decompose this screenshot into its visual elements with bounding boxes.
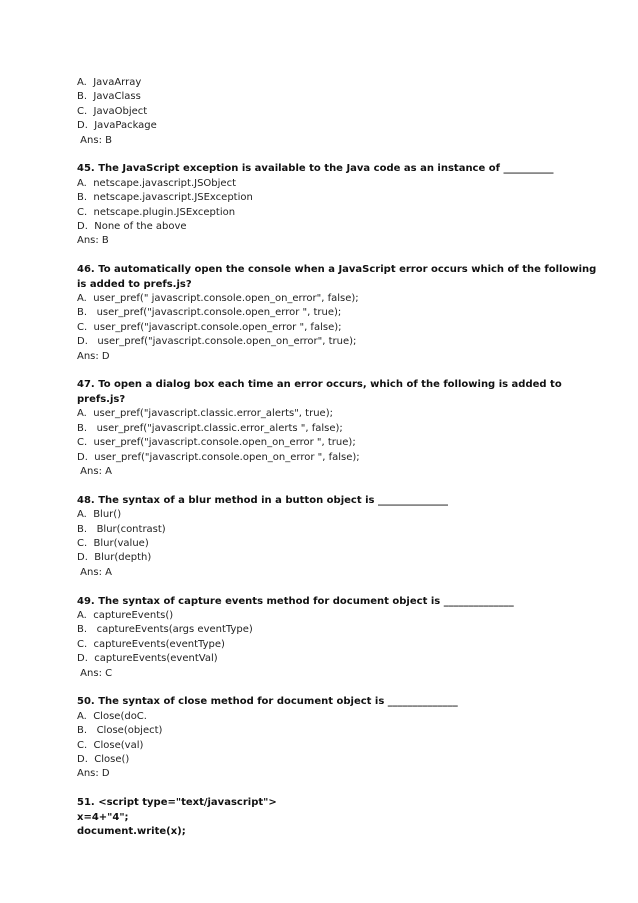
question-block-47 xyxy=(77,378,597,479)
code-line-2: x=4+"4"; xyxy=(77,811,129,823)
code-line-1: 51. <script type="text/javascript"> xyxy=(77,797,277,809)
option-c: C. netscape.plugin.JSException xyxy=(77,206,236,218)
option-c: C. Blur(value) xyxy=(77,537,149,549)
option-b: B. netscape.javascript.JSException xyxy=(77,192,253,204)
answer: Ans: A xyxy=(77,465,112,477)
option-d: D. user_pref("javascript.console.open_on_error ", false); xyxy=(77,451,360,463)
option-c: C. user_pref("javascript.console.open_error ", false); xyxy=(77,321,342,333)
question-block-49 xyxy=(77,595,597,681)
option-b: B. JavaClass xyxy=(77,91,141,103)
question-text: 50. The syntax of close method for document object is ______________ xyxy=(77,696,458,708)
question-text: 48. The syntax of a blur method in a button object is ______________ xyxy=(77,494,448,506)
option-d: D. user_pref("javascript.console.open_on_error", true); xyxy=(77,336,357,348)
answer: Ans: C xyxy=(77,667,113,679)
answer: Ans: A xyxy=(77,566,112,578)
option-d: D. captureEvents(eventVal) xyxy=(77,653,218,665)
question-text: 46. To automatically open the console when a JavaScript error occurs which of the following is added to prefs.js? xyxy=(77,264,597,290)
question-block-45 xyxy=(77,162,597,248)
option-d: D. Close() xyxy=(77,754,130,765)
answer: Ans: B xyxy=(77,235,109,247)
question-block-51 xyxy=(77,796,597,839)
option-d: D. JavaPackage xyxy=(77,120,157,132)
code-line-3: document.write(x); xyxy=(77,826,186,838)
option-c: C. JavaObject xyxy=(77,105,148,117)
option-a: A. user_pref(" javascript.console.open_on_error", false); xyxy=(77,293,359,305)
option-b: B. Close(object) xyxy=(77,725,163,737)
option-a: A. captureEvents() xyxy=(77,609,174,621)
option-b: B. user_pref("javascript.classic.error_alerts ", false); xyxy=(77,422,343,434)
question-text: 47. To open a dialog box each time an error occurs, which of the following is added to prefs.js? xyxy=(77,379,562,405)
option-c: C. user_pref("javascript.console.open_on_error ", true); xyxy=(77,437,356,449)
question-block-46 xyxy=(77,263,597,364)
option-a: A. Close(doC. xyxy=(77,710,147,722)
answer: Ans: B xyxy=(77,134,112,146)
answer: Ans: D xyxy=(77,768,110,780)
question-block-44 xyxy=(77,76,597,148)
option-b: B. captureEvents(args eventType) xyxy=(77,624,253,636)
option-b: B. Blur(contrast) xyxy=(77,523,166,535)
option-c: C. Close(val) xyxy=(77,739,144,751)
question-block-48 xyxy=(77,494,597,580)
option-a: A. netscape.javascript.JSObject xyxy=(77,177,236,189)
option-d: D. Blur(depth) xyxy=(77,552,152,564)
answer: Ans: D xyxy=(77,350,110,362)
option-b: B. user_pref("javascript.console.open_error ", true); xyxy=(77,307,342,319)
question-block-50 xyxy=(77,695,597,781)
question-text: 45. The JavaScript exception is available to the Java code as an instance of __________ xyxy=(77,163,554,175)
question-text: 49. The syntax of capture events method for document object is ______________ xyxy=(77,595,514,607)
option-a: A. user_pref("javascript.classic.error_alerts", true); xyxy=(77,408,333,420)
option-a: A. JavaArray xyxy=(77,77,142,88)
document-page xyxy=(77,76,597,854)
option-d: D. None of the above xyxy=(77,221,187,233)
option-a: A. Blur() xyxy=(77,509,122,521)
option-c: C. captureEvents(eventType) xyxy=(77,638,225,650)
